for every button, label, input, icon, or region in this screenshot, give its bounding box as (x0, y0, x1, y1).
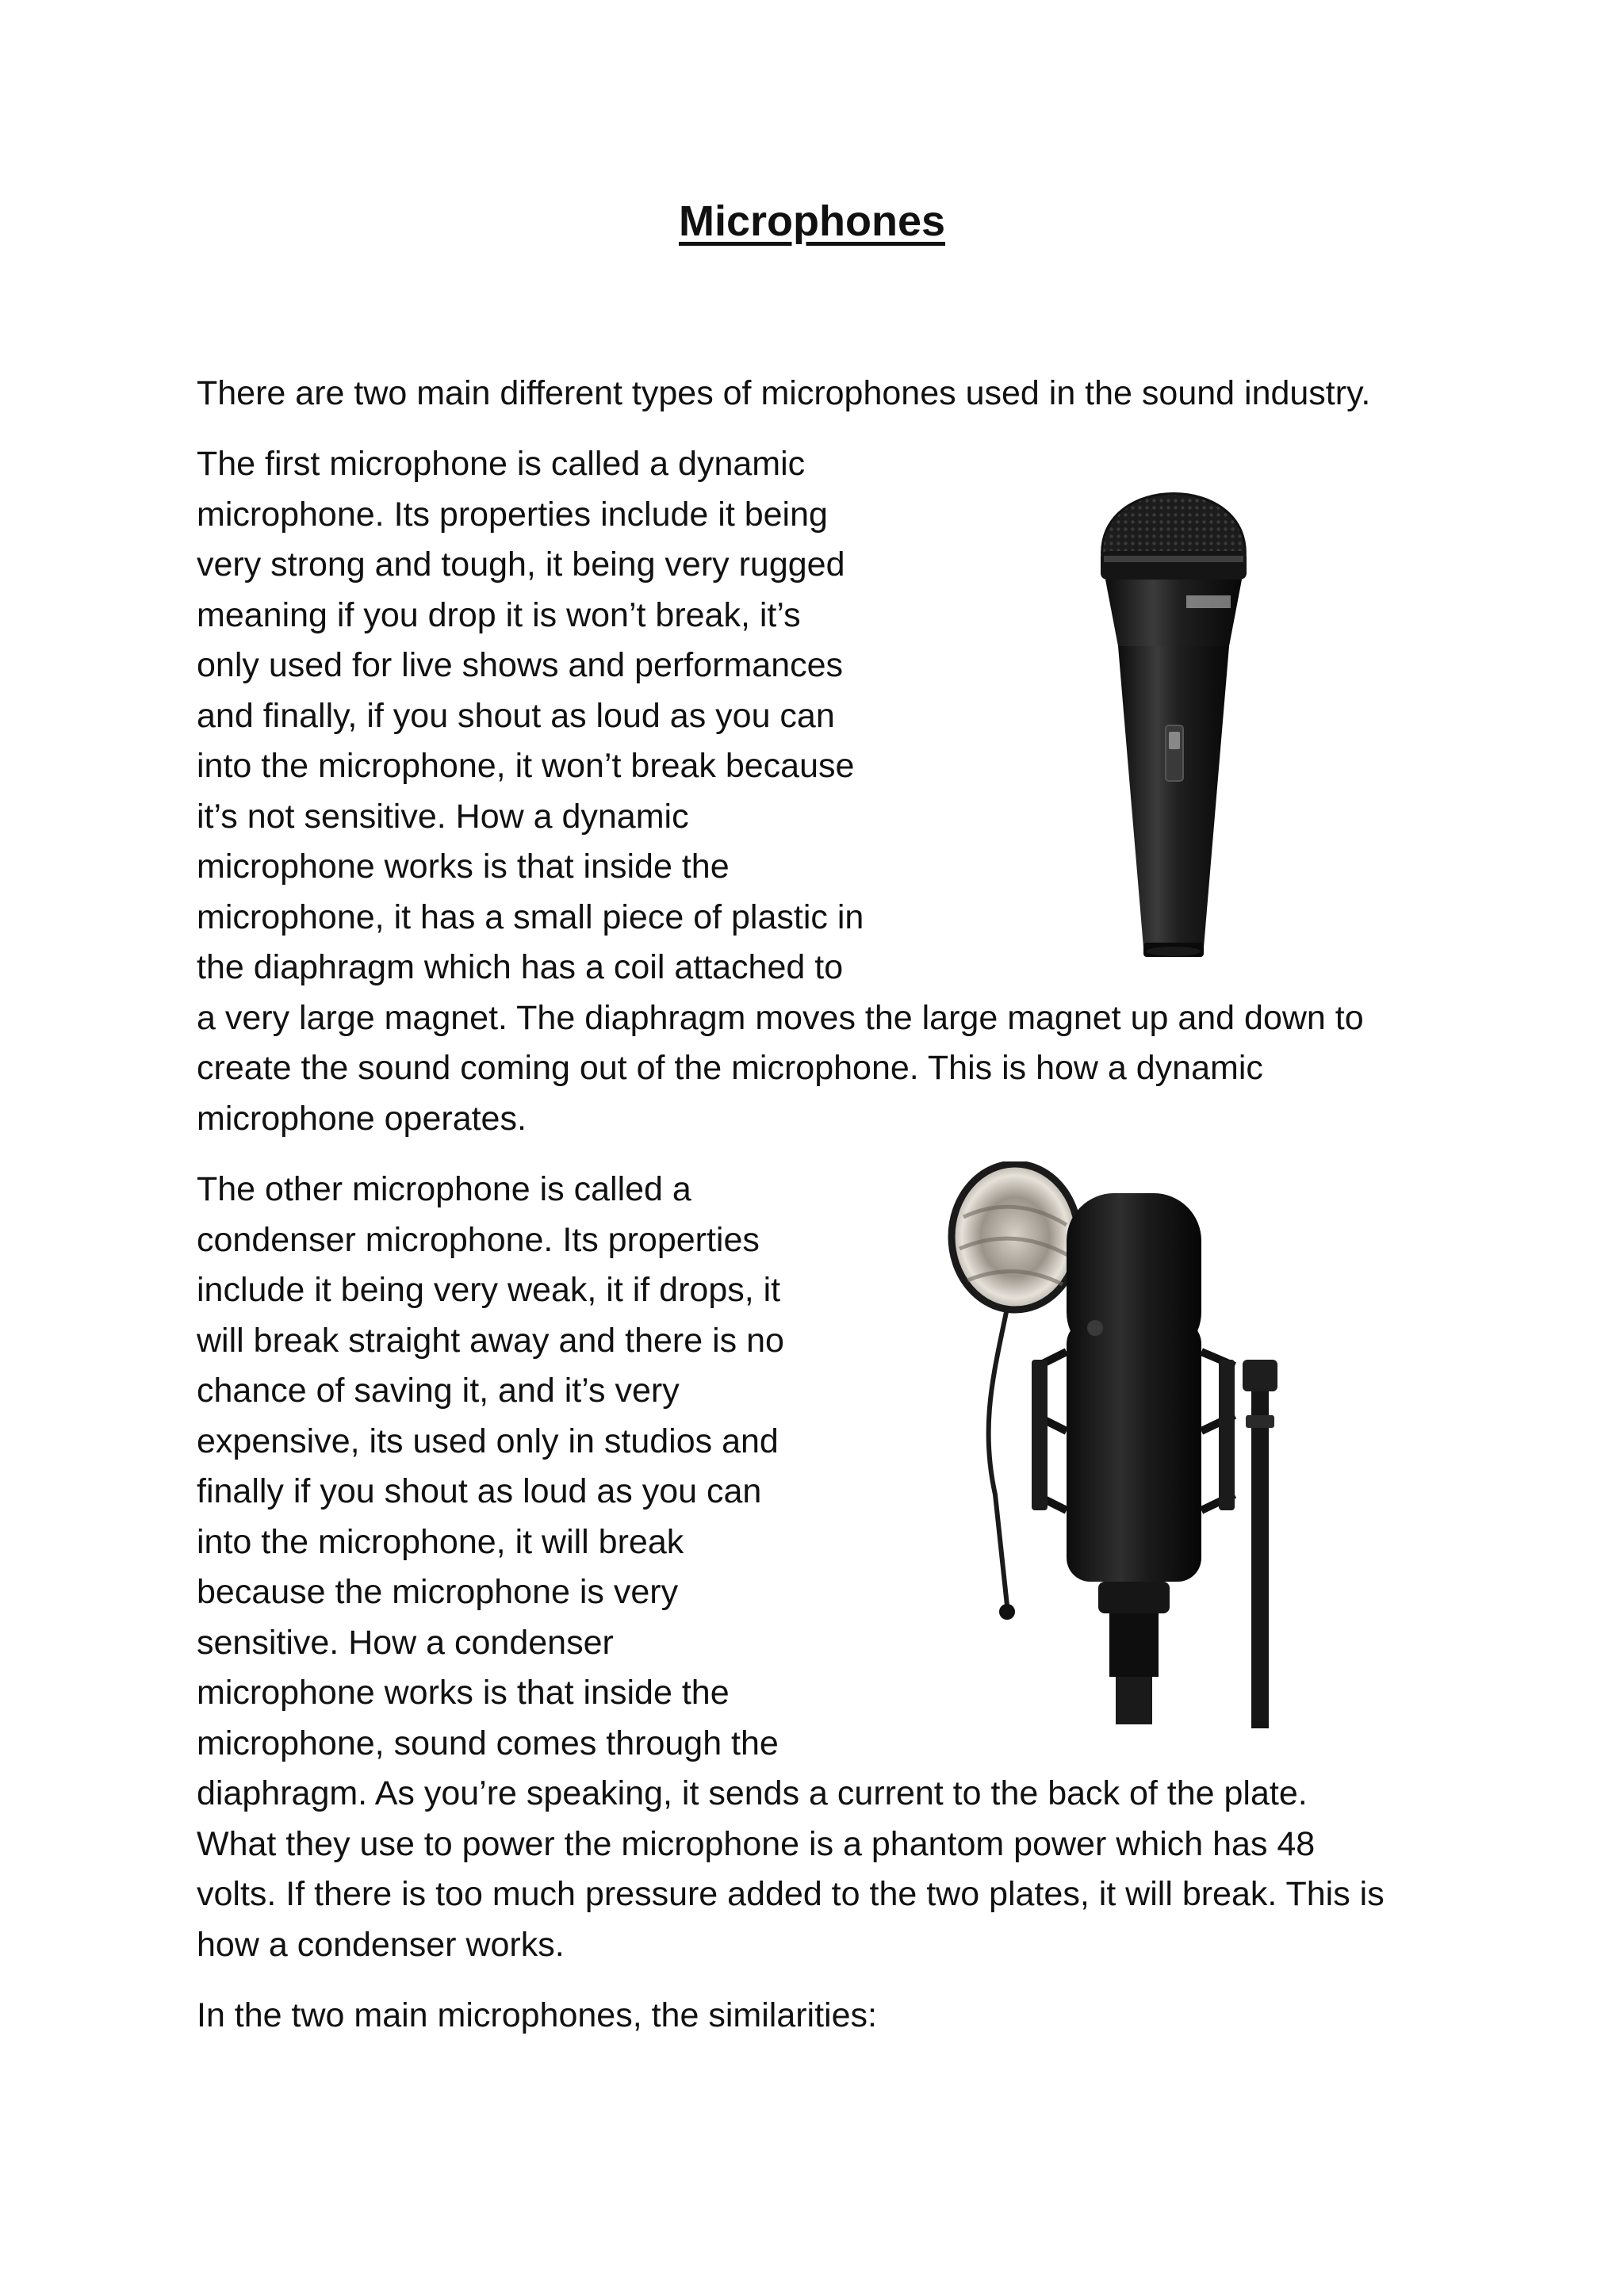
intro-line: There are two main different types of microphones used in the sound industry. (197, 374, 1371, 412)
condenser-line: The other microphone is called a (197, 1170, 691, 1208)
dynamic-line: The first microphone is called a dynamic (197, 445, 806, 483)
dynamic-line: and finally, if you shout as loud as you can (197, 697, 835, 735)
condenser-line: chance of saving it, and it’s very (197, 1372, 680, 1410)
condenser-line: will break straight away and there is no (197, 1322, 784, 1360)
dynamic-line: microphone, it has a small piece of plastic in (197, 898, 864, 936)
dynamic-line: only used for live shows and performances (197, 646, 844, 684)
dynamic-line: very strong and tough, it being very rugged (197, 545, 845, 584)
dynamic-line: the diaphragm which has a coil attached to (197, 948, 844, 986)
condenser-line: include it being very weak, it if drops, it (197, 1271, 781, 1309)
condenser-line: volts. If there is too much pressure added to the two plates, it will break. This is (197, 1875, 1385, 1913)
dynamic-line: microphone operates. (197, 1100, 527, 1138)
page-title: Microphones (678, 197, 946, 245)
condenser-line: how a condenser works. (197, 1926, 565, 1964)
condenser-line: diaphragm. As you’re speaking, it sends a current to the back of the plate. (197, 1774, 1308, 1812)
dynamic-line: create the sound coming out of the microphone. This is how a dynamic (197, 1049, 1263, 1087)
dynamic-line: microphone works is that inside the (197, 848, 730, 886)
dynamic-line: it’s not sensitive. How a dynamic (197, 798, 689, 836)
condenser-line: What they use to power the microphone is a phantom power which has 48 (197, 1825, 1316, 1863)
condenser-line: condenser microphone. Its properties (197, 1221, 760, 1259)
condenser-line: finally if you shout as loud as you can (197, 1472, 762, 1510)
condenser-line: microphone, sound comes through the (197, 1724, 779, 1762)
dynamic-line: a very large magnet. The diaphragm moves the large magnet up and down to (197, 999, 1364, 1037)
dynamic-line: into the microphone, it won’t break because (197, 747, 855, 785)
condenser-line: expensive, its used only in studios and (197, 1422, 779, 1460)
condenser-line: because the microphone is very (197, 1573, 679, 1611)
condenser-line: into the microphone, it will break (197, 1523, 684, 1561)
dynamic-line: microphone. Its properties include it being (197, 496, 828, 534)
condenser-line: microphone works is that inside the (197, 1674, 730, 1712)
dynamic-line: meaning if you drop it is won’t break, it’s (197, 596, 801, 634)
condenser-line: sensitive. How a condenser (197, 1624, 614, 1662)
dynamic-microphone-image (1086, 440, 1261, 971)
condenser-microphone-image (940, 1161, 1304, 1732)
similarities-line: In the two main microphones, the similarities: (197, 1996, 877, 2034)
